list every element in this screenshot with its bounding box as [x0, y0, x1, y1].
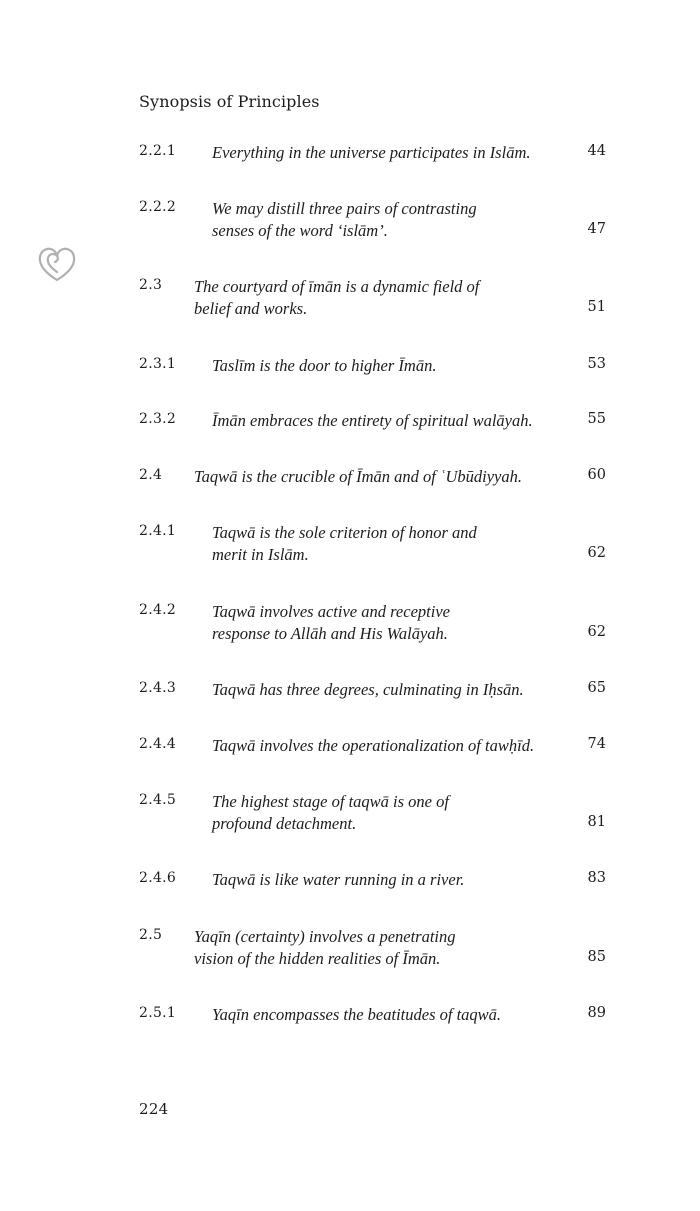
entry-title: [194, 276, 479, 320]
entry-page: 85: [587, 949, 606, 965]
entry-title: [212, 869, 464, 891]
entry-number: 2.4.1: [139, 523, 177, 539]
entry-title: [212, 679, 524, 701]
heart-swirl-icon: [36, 244, 78, 284]
entry-title-line: We may distill three pairs of contrasting: [212, 199, 477, 218]
entry-title: [194, 926, 456, 970]
entry-page: 47: [587, 221, 606, 237]
entry-title-line: Yaqīn encompasses the beatitudes of taqwā.: [212, 1005, 502, 1024]
entry-title: [212, 142, 530, 164]
page-header: Synopsis of Principles: [139, 92, 320, 111]
entry-page: 62: [587, 624, 606, 640]
entry-page: 60: [587, 467, 606, 483]
entry-title-line: belief and works.: [194, 299, 308, 318]
entry-number: 2.2.2: [139, 199, 177, 215]
entry-number: 2.5.1: [139, 1005, 177, 1021]
page-number: 224: [139, 1100, 169, 1118]
entry-title-line: vision of the hidden realities of Īmān.: [194, 949, 441, 968]
entry-title-line: profound detachment.: [212, 814, 357, 833]
entry-number: 2.3: [139, 277, 163, 293]
entry-number: 2.3.1: [139, 356, 177, 372]
entry-title: [212, 410, 533, 432]
entry-page: 62: [587, 545, 606, 561]
entry-number: 2.4: [139, 467, 163, 483]
entry-number: 2.4.5: [139, 792, 177, 808]
entry-title-line: Taqwā is like water running in a river.: [212, 870, 465, 889]
entry-number: 2.4.6: [139, 870, 177, 886]
entry-title-line: Everything in the universe participates in Islām.: [212, 143, 531, 162]
entry-title-line: The highest stage of taqwā is one of: [212, 792, 449, 811]
entry-page: 65: [587, 680, 606, 696]
entry-title-line: Yaqīn (certainty) involves a penetrating: [194, 927, 456, 946]
entry-page: 44: [587, 143, 606, 159]
entry-title-line: Taqwā is the crucible of Īmān and of ʿUbūdiyyah.: [194, 467, 522, 486]
entry-title: [212, 522, 477, 566]
entry-page: 55: [587, 411, 606, 427]
entry-number: 2.4.3: [139, 680, 177, 696]
entry-page: 89: [587, 1005, 606, 1021]
entry-title-line: senses of the word ‘islām’.: [212, 221, 388, 240]
entry-title: [212, 735, 534, 757]
entry-title: [212, 601, 450, 645]
entry-number: 2.4.4: [139, 736, 177, 752]
entry-title: [212, 355, 436, 377]
entry-title-line: The courtyard of īmān is a dynamic field of: [194, 277, 480, 296]
entry-page: 74: [587, 736, 606, 752]
entry-title: [212, 198, 477, 242]
entry-title-line: merit in Islām.: [212, 545, 309, 564]
entry-title-line: Taqwā involves the operationalization of tawḥīd.: [212, 736, 535, 755]
entry-page: 51: [587, 299, 606, 315]
entry-number: 2.4.2: [139, 602, 177, 618]
entry-page: 81: [587, 814, 606, 830]
entry-title: [212, 1004, 501, 1026]
entry-page: 53: [587, 356, 606, 372]
entry-title-line: response to Allāh and His Walāyah.: [212, 624, 448, 643]
entry-number: 2.3.2: [139, 411, 177, 427]
entry-title: [212, 791, 449, 835]
entry-title-line: Taqwā is the sole criterion of honor and: [212, 523, 477, 542]
entry-title: [194, 466, 522, 488]
entry-title-line: Taqwā involves active and receptive: [212, 602, 450, 621]
entry-number: 2.2.1: [139, 143, 177, 159]
entry-title-line: Taslīm is the door to higher Īmān.: [212, 356, 437, 375]
entry-title-line: Taqwā has three degrees, culminating in Iḥsān.: [212, 680, 524, 699]
entry-page: 83: [587, 870, 606, 886]
entry-title-line: Īmān embraces the entirety of spiritual walāyah.: [212, 411, 533, 430]
entry-number: 2.5: [139, 927, 163, 943]
